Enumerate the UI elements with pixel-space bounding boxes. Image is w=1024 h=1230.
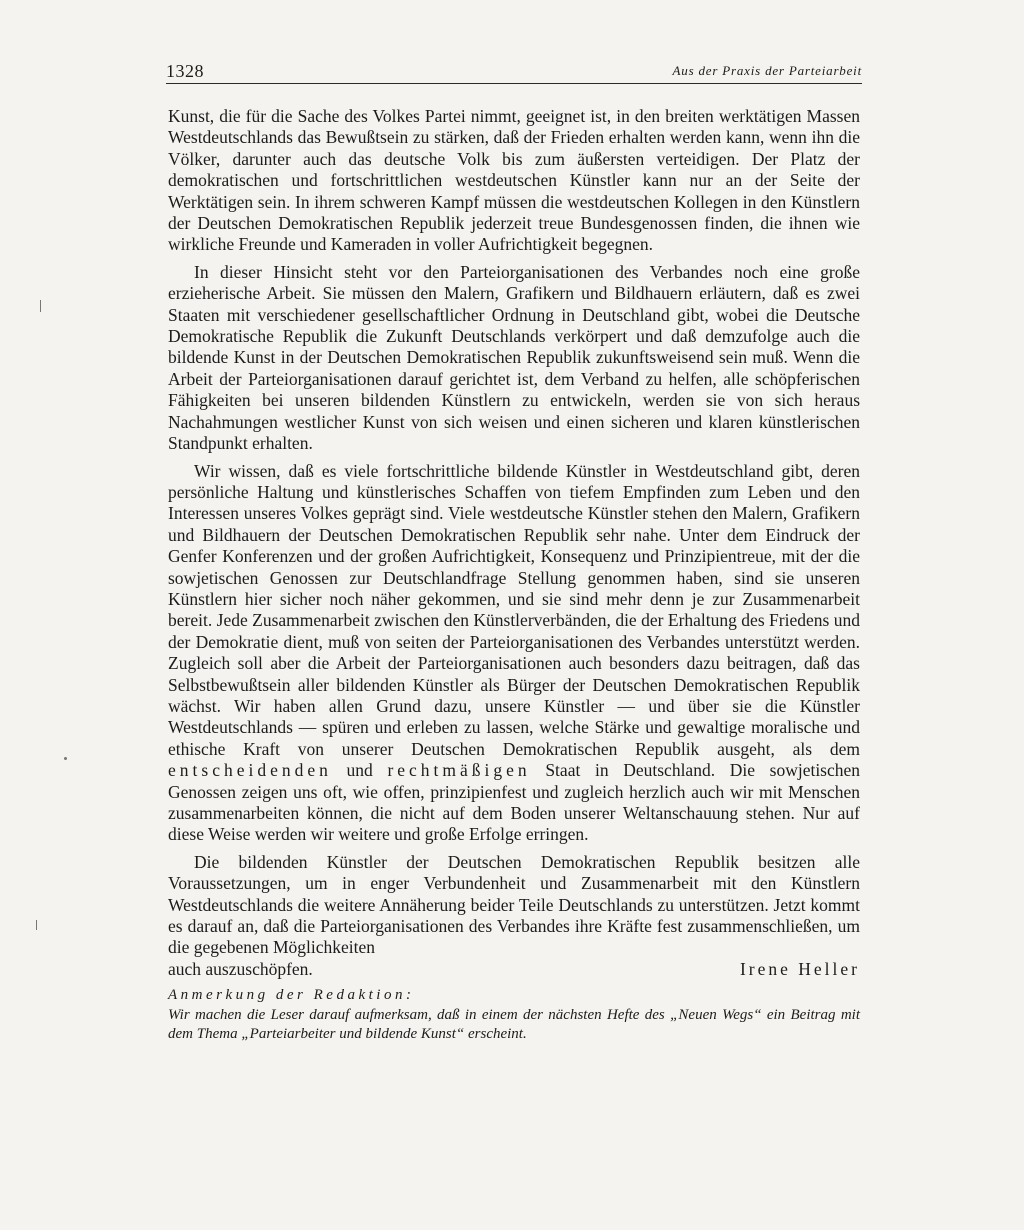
header-rule bbox=[166, 83, 862, 84]
paragraph-1: Kunst, die für die Sache des Volkes Partei nimmt, geeignet ist, in den breiten werktätigen Massen Westdeutschlands das Bewußtsein zu stärken, daß der Frieden erhalten werden kann, wenn ihn die Völker, darunter auch das deutsche Volk bis zum äußersten verteidigen. Der Platz der demokratischen und fortschrittlichen westdeutschen Künstler kann nur an der Seite der Werktätigen sein. In ihrem schweren Kampf müssen die westdeutschen Kollegen in den Künstlern der Deutschen Demokratischen Republik jederzeit treue Bundesgenossen finden, die ihnen wie wirkliche Freunde und Kameraden in voller Aufrichtigkeit begegnen. bbox=[168, 106, 860, 255]
editorial-note-text: Wir machen die Leser darauf aufmerksam, daß in einem der nächsten Hefte des „Neuen Wegs“ ein Beitrag mit dem Thema „Parteiarbeiter und bildende Kunst“ erscheint. bbox=[168, 1007, 860, 1043]
article-body bbox=[168, 106, 860, 1044]
editorial-note-title: Anmerkung der Redaktion: bbox=[168, 987, 415, 1004]
running-head: Aus der Praxis der Parteiarbeit bbox=[672, 63, 862, 78]
paragraph-3-part-b: Staat in Deutschland. Die sowjetischen Genossen zeigen uns oft, wie offen, prinzipienfest und zugleich herzlich auch wir mit Menschen zusammenarbeiten können, die nicht auf dem Boden unserer Weltanschauung stehen. Nur auf diese Weise werden wir weitere und große Erfolge erringen. bbox=[168, 760, 861, 845]
paragraph-3-part-a: Wir wissen, daß es viele fortschrittliche bildende Künstler in Westdeutschland gibt, deren persönliche Haltung und künstlerisches Schaffen von tiefem Empfinden zum Leben und den Interessen unseres Volkes geprägt sind. Viele westdeutsche Künstler stehen den Malern, Grafikern und Bildhauern der Deutschen Demokratischen Republik sehr nahe. Unter dem Eindruck der Genfer Konferenzen und der großen Aufrichtigkeit, Konsequenz und Prinzipientreue, mit der die sowjetischen Genossen zur Deutschlandfrage Stellung genommen haben, sind sie unseren Künstlern hier sicher noch näher gekommen, und sie sind mehr denn je zur Zusammenarbeit bereit. Jede Zusammenarbeit zwischen den Künstlerverbänden, die der Erhaltung des Friedens und der Demokratie dient, muß von seiten der Parteiorganisationen des Verbandes unterstützt werden. Zugleich soll aber die Arbeit der Parteiorganisationen auch besonders dazu beitragen, daß das Selbstbewußtsein aller bildenden Künstler als Bürger der Deutschen Demokratischen Republik wächst. Wir haben allen Grund dazu, unsere Künstler — und über sie die Künstler Westdeutschlands — spüren und erleben zu lassen, welche Stärke und gewaltige moralische und ethische Kraft von unserer Deutschen Demokratischen Republik ausgeht, als dem bbox=[168, 460, 860, 759]
margin-speck bbox=[36, 920, 37, 930]
paragraph-4-end: auch auszuschöpfen. bbox=[168, 958, 313, 979]
margin-speck bbox=[64, 757, 67, 760]
signature-line bbox=[168, 959, 860, 980]
author-signature: Irene Heller bbox=[739, 958, 860, 979]
paragraph-4: Die bildenden Künstler der Deutschen Demokratischen Republik besitzen alle Voraussetzungen, um in enger Verbundenheit und Zusammenarbeit mit den Künstlern Westdeutschlands die weitere Annäherung beider Teile Deutschlands zu unterstützen. Jetzt kommt es darauf an, daß die Parteiorganisationen des Verbandes ihre Kräfte fest zusammenschließen, um die gegebenen Möglichkeiten bbox=[168, 851, 860, 958]
emphasis-entscheidenden: entscheidenden bbox=[168, 760, 332, 781]
margin-speck bbox=[40, 300, 41, 312]
page-number: 1328 bbox=[166, 61, 204, 81]
paragraph-3-connector: und bbox=[346, 760, 373, 781]
paragraph-2: In dieser Hinsicht steht vor den Parteiorganisationen des Verbandes noch eine große erzieherische Arbeit. Sie müssen den Malern, Grafikern und Bildhauern erläutern, daß es zwei Staaten mit verschiedener gesellschaftlicher Ordnung in Deutschland gibt, wobei die Deutsche Demokratische Republik die Zukunft Deutschlands verkörpert und daß demzufolge auch die bildende Kunst in der Deutschen Demokratischen Republik zukunftsweisend sein muß. Wenn die Arbeit der Parteiorganisationen darauf gerichtet ist, dem Verband zu helfen, alle schöpferischen Fähigkeiten bei unseren bildenden Künstlern zu entwickeln, werden sie von sich heraus Nachahmungen westlicher Kunst von sich weisen und einen sicheren und klaren künstlerischen Standpunkt erhalten. bbox=[168, 261, 860, 454]
editorial-note bbox=[168, 986, 860, 1044]
paragraph-3 bbox=[168, 461, 860, 846]
emphasis-rechtmaessigen: rechtmäßigen bbox=[387, 760, 531, 781]
page-header bbox=[166, 58, 862, 84]
